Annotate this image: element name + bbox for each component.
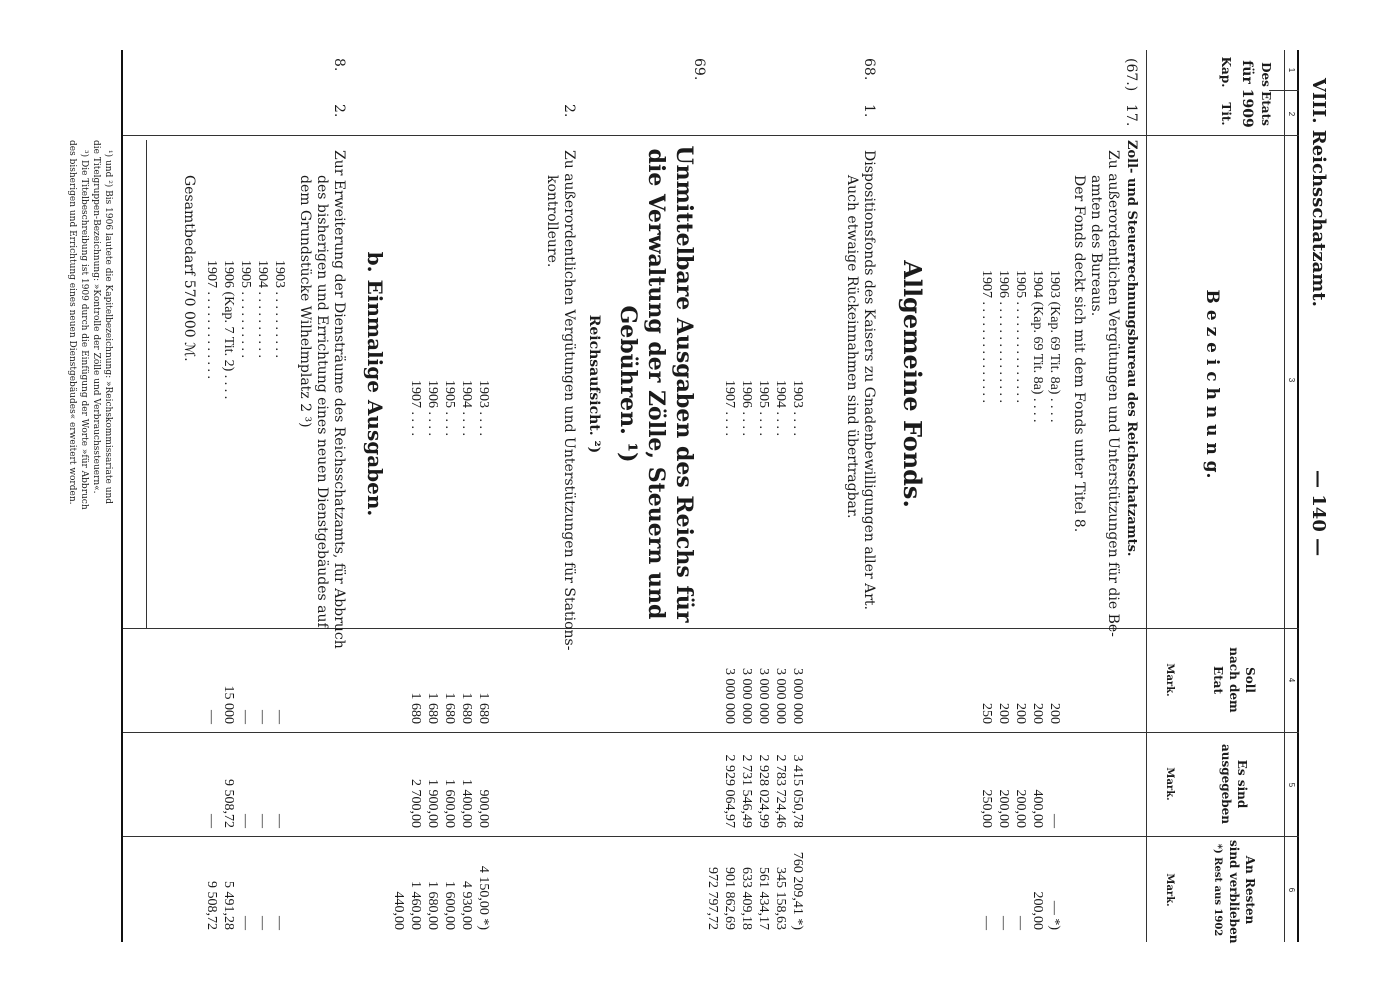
- kap-67: (67.): [1123, 58, 1139, 92]
- disp-soll-value: 3 000 000: [773, 668, 788, 724]
- disp-rest-value: 633 409,18: [739, 867, 754, 930]
- erw-soll-value: 15 000: [221, 685, 236, 724]
- top-rule: [1297, 50, 1299, 942]
- zoll-ausgegeben-value: 200,00: [996, 789, 1011, 828]
- zoll-rest-value: — *): [1047, 900, 1062, 930]
- erw-rest-value: 5 491,28: [221, 881, 236, 930]
- zoll-soll-value: 200: [1047, 703, 1062, 724]
- footnote-1b: die Titelgruppen-Bezeichnung: »Kontrolle der Zölle und Verbrauchssteuern«.: [91, 140, 101, 494]
- stations-rest-value: 1 460,00: [408, 881, 423, 930]
- bottom-rule: [121, 50, 123, 942]
- zoll-rest-value: —: [979, 916, 994, 930]
- col-divider-1: [1269, 90, 1299, 91]
- zoll-ausgegeben-value: 250,00: [979, 789, 994, 828]
- zoll-year-label: 1906 . . . . . . . . . . . . . . .: [996, 270, 1011, 403]
- zoll-text-3: Der Fonds deckt sich mit dem Fonds unter Titel 8.: [1071, 175, 1087, 533]
- erw-year-label: 1905 . . . . . . . . . .: [238, 260, 253, 358]
- unmittel-title-2: die Verwaltung der Zölle, Steuern und: [643, 148, 669, 620]
- gesamtbedarf: Gesamtbedarf 570 000 ℳ.: [181, 175, 197, 362]
- allgemeine-fonds-title: Allgemeine Fonds.: [898, 260, 927, 508]
- col-number-5: 5: [1287, 782, 1296, 788]
- erw-ausgegeben-value: 9 508,72: [221, 779, 236, 828]
- stations-soll-value: 1 680: [459, 692, 474, 724]
- col-number-2: 2: [1287, 111, 1296, 117]
- col-divider-4: [123, 732, 1299, 733]
- zoll-soll-value: 200: [996, 703, 1011, 724]
- stations-text-1: Zu außerordentlichen Vergütungen und Unterstützungen für Stations-: [561, 150, 577, 651]
- disp-soll-value: 3 000 000: [756, 668, 771, 724]
- stations-ausgegeben-value: 1 900,00: [425, 779, 440, 828]
- zoll-text-2: amten des Bureaus.: [1088, 175, 1104, 317]
- erw-soll-value: —: [272, 710, 287, 724]
- col-divider-3: [123, 628, 1299, 629]
- etat-label: Des Etats: [1259, 62, 1273, 126]
- disp-soll-value: 3 000 000: [722, 668, 737, 724]
- erw-ausgegeben-value: —: [204, 814, 219, 828]
- kap-69: 69.: [691, 58, 707, 81]
- disp-ausgegeben-value: 2 783 724,46: [773, 754, 788, 828]
- tit-header: Tit.: [1219, 102, 1233, 126]
- stations-ausgegeben-value: 2 700,00: [408, 779, 423, 828]
- stations-year-label: 1903 . . . .: [476, 380, 491, 436]
- erw-soll-value: —: [204, 710, 219, 724]
- zoll-year-label: 1907 . . . . . . . . . . . . . . .: [979, 270, 994, 403]
- disp-year-label: 1904 . . . .: [773, 380, 788, 436]
- erw-rest-value: —: [255, 916, 270, 930]
- footnote-1: ¹) und ²) Bis 1906 lautete die Kapitelbezeichnung: »Reichskommissariate und: [103, 150, 113, 505]
- erw-rest-value: 9 508,72: [204, 881, 219, 930]
- disp-soll-value: 3 000 000: [790, 668, 805, 724]
- bezeichnung-header: B e z e i c h n u n g.: [1202, 289, 1222, 479]
- erw-rest-value: —: [272, 916, 287, 930]
- disp-year-label: 1905 . . . .: [756, 380, 771, 436]
- etat-year: für 1909: [1239, 60, 1255, 128]
- col-divider-5: [123, 836, 1299, 837]
- rest-note: *) Rest aus 1902: [1212, 843, 1223, 937]
- erw-soll-value: —: [238, 710, 253, 724]
- zoll-soll-value: 200: [1013, 703, 1028, 724]
- tit-2b: 2.: [331, 104, 347, 118]
- stations-soll-value: 1 680: [408, 692, 423, 724]
- mark-label-4: Mark.: [1164, 663, 1175, 697]
- stations-year-label: 1904 . . . .: [459, 380, 474, 436]
- footnote-3b: des bisherigen und Errichtung eines neuen Dienstgebäudes« erweitert worden.: [67, 140, 77, 505]
- stations-soll-value: 1 680: [425, 692, 440, 724]
- disp-text-1: Dispositionsfonds des Kaisers zu Gnadenbewilligungen aller Art.: [861, 150, 877, 610]
- erw-text-1: Zur Erweiterung der Diensträume des Reichsschatzamts, für Abbruch: [331, 150, 347, 649]
- colnum-rule: [1284, 50, 1285, 942]
- zoll-text-1: Zu außerordentlichen Vergütungen und Unterstützungen für die Be-: [1105, 150, 1121, 637]
- stations-extra-rest: 440,00: [391, 891, 406, 930]
- erw-ausgegeben-value: —: [272, 814, 287, 828]
- soll-header-3: Etat: [1211, 665, 1225, 694]
- mark-label-5: Mark.: [1164, 767, 1175, 801]
- reichsaufsicht-heading: Reichsaufsicht. ²): [586, 314, 602, 454]
- erw-rest-value: —: [238, 916, 253, 930]
- disp-ausgegeben-value: 2 731 546,49: [739, 754, 754, 828]
- disp-rest-value: 901 862,69: [722, 867, 737, 930]
- unmittel-title-1: Unmittelbare Ausgaben des Reichs für: [671, 145, 697, 623]
- tit-2: 2.: [561, 104, 577, 118]
- stations-text-2: kontrolleure.: [544, 175, 560, 268]
- erw-year-label: 1906 (Kap. 7 Tit. 2) . . . .: [221, 260, 236, 400]
- stations-rest-value: 4 150,00 *): [476, 865, 491, 930]
- stations-ausgegeben-value: 1 600,00: [442, 779, 457, 828]
- erw-ausgegeben-value: —: [255, 814, 270, 828]
- stations-ausgegeben-value: 1 400,00: [459, 779, 474, 828]
- stations-soll-value: 1 680: [476, 692, 491, 724]
- zoll-ausgegeben-value: 400,00: [1030, 789, 1045, 828]
- stations-ausgegeben-value: 900,00: [476, 789, 491, 828]
- erw-year-label: 1903 . . . . . . . . . .: [272, 260, 287, 358]
- mark-label-6: Mark.: [1164, 873, 1175, 907]
- erw-ausgegeben-value: —: [238, 814, 253, 828]
- zoll-rest-value: —: [1013, 916, 1028, 930]
- erw-soll-value: —: [255, 710, 270, 724]
- erw-year-label: 1907 . . . . . . . . . . . . .: [204, 260, 219, 379]
- resten-header-2: sind verblieben: [1227, 840, 1241, 944]
- stations-year-label: 1905 . . . .: [442, 380, 457, 436]
- erw-text-2: des bisherigen und Errichtung eines neuen Dienstgebäudes auf: [314, 175, 330, 628]
- disp-year-label: 1907 . . . .: [722, 380, 737, 436]
- stations-rest-value: 4 930,00: [459, 881, 474, 930]
- zoll-year-label: 1905 . . . . . . . . . . . . . . .: [1013, 270, 1028, 403]
- zoll-soll-value: 250: [979, 703, 994, 724]
- disp-year-label: 1906 . . . .: [739, 380, 754, 436]
- disp-rest-value: 561 434,17: [756, 867, 771, 930]
- disp-rest-value: 760 209,41 *): [790, 851, 805, 930]
- zoll-rest-value: 200,00: [1030, 891, 1045, 930]
- col-divider-2: [123, 135, 1299, 136]
- stations-year-label: 1907 . . . .: [408, 380, 423, 436]
- zoll-rest-value: —: [996, 916, 1011, 930]
- col-number-6: 6: [1287, 887, 1296, 893]
- stations-year-label: 1906 . . . .: [425, 380, 440, 436]
- header-rule: [1146, 50, 1147, 942]
- zoll-title: Zoll- und Steuerrechnungsbureau des Reichsschatzamts.: [1124, 140, 1139, 557]
- zoll-year-label: 1903 (Kap. 69 Tit. 8a) . . . .: [1047, 270, 1062, 423]
- disp-rest-value: 345 158,63: [773, 867, 788, 930]
- kap-68: 68.: [861, 58, 877, 81]
- stations-soll-value: 1 680: [442, 692, 457, 724]
- stations-rest-value: 1 600,00: [442, 881, 457, 930]
- disp-ausgegeben-value: 3 415 050,78: [790, 754, 805, 828]
- erw-text-3: dem Grundstücke Wilhelmplatz 2 ³): [297, 175, 313, 428]
- stations-rest-value: 1 680,00: [425, 881, 440, 930]
- tit-17: 17.: [1123, 104, 1139, 127]
- zoll-soll-value: 200: [1030, 703, 1045, 724]
- ausgegeben-header-1: Es sind: [1235, 759, 1249, 809]
- erw-year-label: 1904 . . . . . . . . . .: [255, 260, 270, 358]
- page-number: — 140 —: [1308, 470, 1329, 557]
- zoll-ausgegeben-value: 200,00: [1013, 789, 1028, 828]
- disp-soll-value: 3 000 000: [739, 668, 754, 724]
- disp-ausgegeben-value: 2 929 064,97: [722, 754, 737, 828]
- soll-header-2: nach dem: [1227, 647, 1241, 713]
- section-title: VIII. Reichsschatzamt.: [1308, 78, 1329, 307]
- disp-year-label: 1903 . . . .: [790, 380, 805, 436]
- kap-8: 8.: [331, 58, 347, 72]
- soll-header-1: Soll: [1243, 667, 1257, 693]
- zoll-year-label: 1904 (Kap. 69 Tit. 8a) . . . .: [1030, 270, 1045, 423]
- footnote-3: ³) Die Titelbeschreibung ist 1909 durch die Einfügung der Worte »für Abbruch: [79, 150, 89, 510]
- ausgegeben-header-2: ausgegeben: [1219, 743, 1233, 825]
- col-number-1: 1: [1287, 67, 1296, 73]
- disp-extra-rest: 972 797,72: [705, 867, 720, 930]
- zoll-ausgegeben-value: —: [1047, 814, 1062, 828]
- disp-ausgegeben-value: 2 928 024,99: [756, 754, 771, 828]
- einmalige-ausgaben-title: b. Einmalige Ausgaben.: [363, 251, 387, 517]
- disp-text-2: Auch etwaige Rückeinnahmen sind übertragbar.: [844, 175, 860, 519]
- col-number-4: 4: [1287, 677, 1296, 683]
- kap-header: Kap.: [1219, 56, 1233, 88]
- footnote-rule: [146, 140, 147, 628]
- tit-1: 1.: [861, 104, 877, 118]
- col-number-3: 3: [1287, 377, 1296, 383]
- unmittel-title-3: Gebühren. ¹): [615, 305, 641, 463]
- resten-header-1: An Resten: [1243, 855, 1257, 925]
